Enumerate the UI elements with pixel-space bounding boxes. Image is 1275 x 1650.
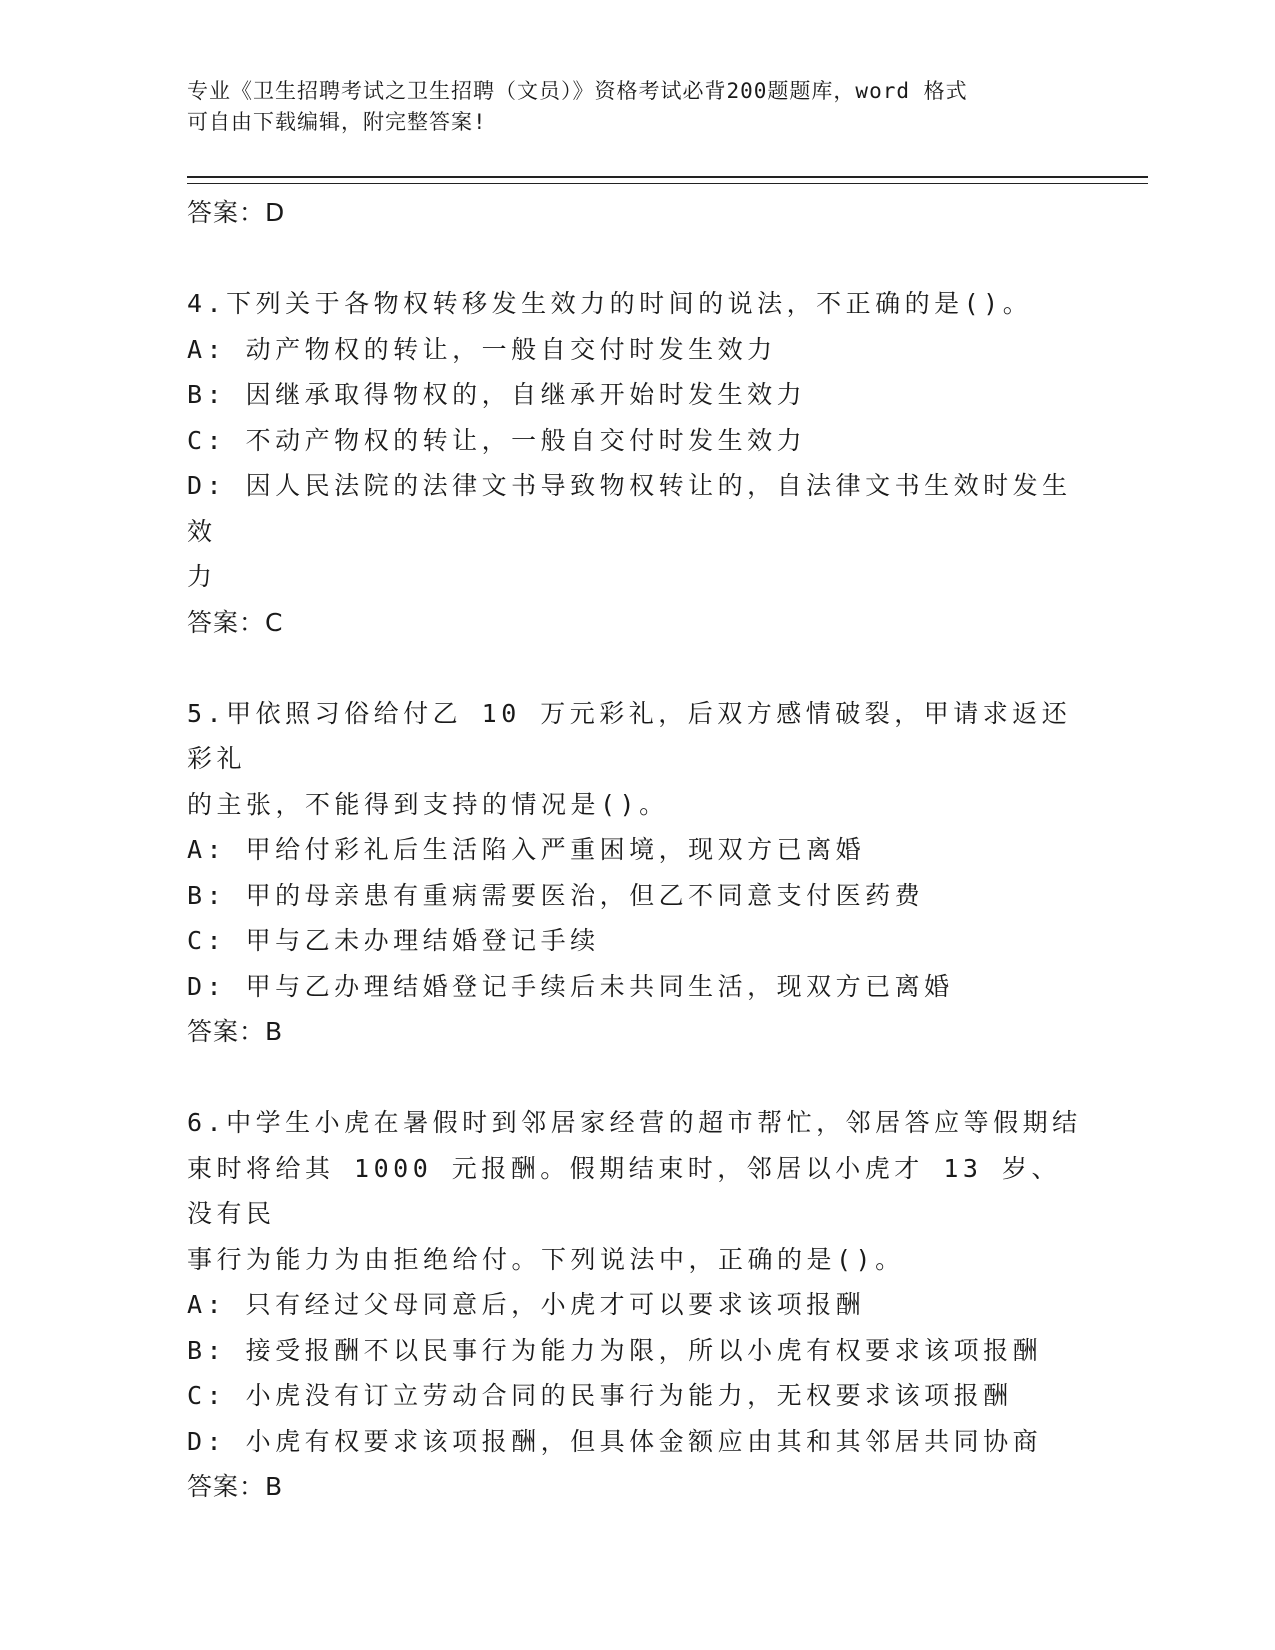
option-b: B: 甲的母亲患有重病需要医治，但乙不同意支付医药费	[187, 880, 925, 910]
question-6	[187, 1100, 1087, 1510]
option-a: A: 甲给付彩礼后生活陷入严重困境，现双方已离婚	[187, 835, 866, 864]
question-5	[187, 691, 1087, 1056]
option-d-continued: 力	[187, 562, 217, 591]
header-divider	[187, 176, 1148, 184]
answer-line: 答案：C	[187, 607, 284, 637]
question-text: 4.下列关于各物权转移发生效力的时间的说法，不正确的是()。	[187, 289, 1033, 318]
question-text: 5.甲依照习俗给付乙 10 万元彩礼，后双方感情破裂，甲请求返还彩礼	[187, 698, 1072, 773]
option-b: B: 因继承取得物权的，自继承开始时发生效力	[187, 380, 807, 409]
option-c: C: 甲与乙未办理结婚登记手续	[187, 926, 600, 955]
question-text: 束时将给其 1000 元报酬。假期结束时，邻居以小虎才 13 岁、没有民	[187, 1153, 1062, 1228]
spacer	[187, 1055, 1087, 1100]
question-text: 6.中学生小虎在暑假时到邻居家经营的超市帮忙，邻居答应等假期结	[187, 1108, 1082, 1137]
option-a: A: 只有经过父母同意后，小虎才可以要求该项报酬	[187, 1290, 866, 1319]
option-a: A: 动产物权的转让，一般自交付时发生效力	[187, 334, 777, 364]
option-b: B: 接受报酬不以民事行为能力为限，所以小虎有权要求该项报酬	[187, 1335, 1043, 1365]
header-line-1: 专业《卫生招聘考试之卫生招聘（文员）》资格考试必背200题题库，word 格式	[187, 79, 968, 103]
question-text: 的主张，不能得到支持的情况是()。	[187, 789, 669, 819]
answer-line: 答案：B	[187, 1472, 284, 1501]
option-d: D: 因人民法院的法律文书导致物权转让的，自法律文书生效时发生效	[187, 471, 1072, 546]
answer-line: 答案：D	[187, 198, 286, 227]
option-d: D: 甲与乙办理结婚登记手续后未共同生活，现双方已离婚	[187, 971, 954, 1001]
header-line-2: 可自由下载编辑，附完整答案!	[187, 110, 487, 134]
spacer	[187, 646, 1087, 691]
option-c: C: 不动产物权的转让，一般自交付时发生效力	[187, 425, 807, 455]
spacer	[187, 236, 1087, 281]
question-text: 事行为能力为由拒绝给付。下列说法中，正确的是()。	[187, 1244, 905, 1274]
question-4	[187, 281, 1087, 646]
answer-line: 答案：B	[187, 1017, 284, 1046]
option-d: D: 小虎有权要求该项报酬，但具体金额应由其和其邻居共同协商	[187, 1426, 1043, 1456]
document-body	[187, 190, 1087, 1510]
document-header	[187, 76, 1087, 138]
option-c: C: 小虎没有订立劳动合同的民事行为能力，无权要求该项报酬	[187, 1381, 1013, 1410]
